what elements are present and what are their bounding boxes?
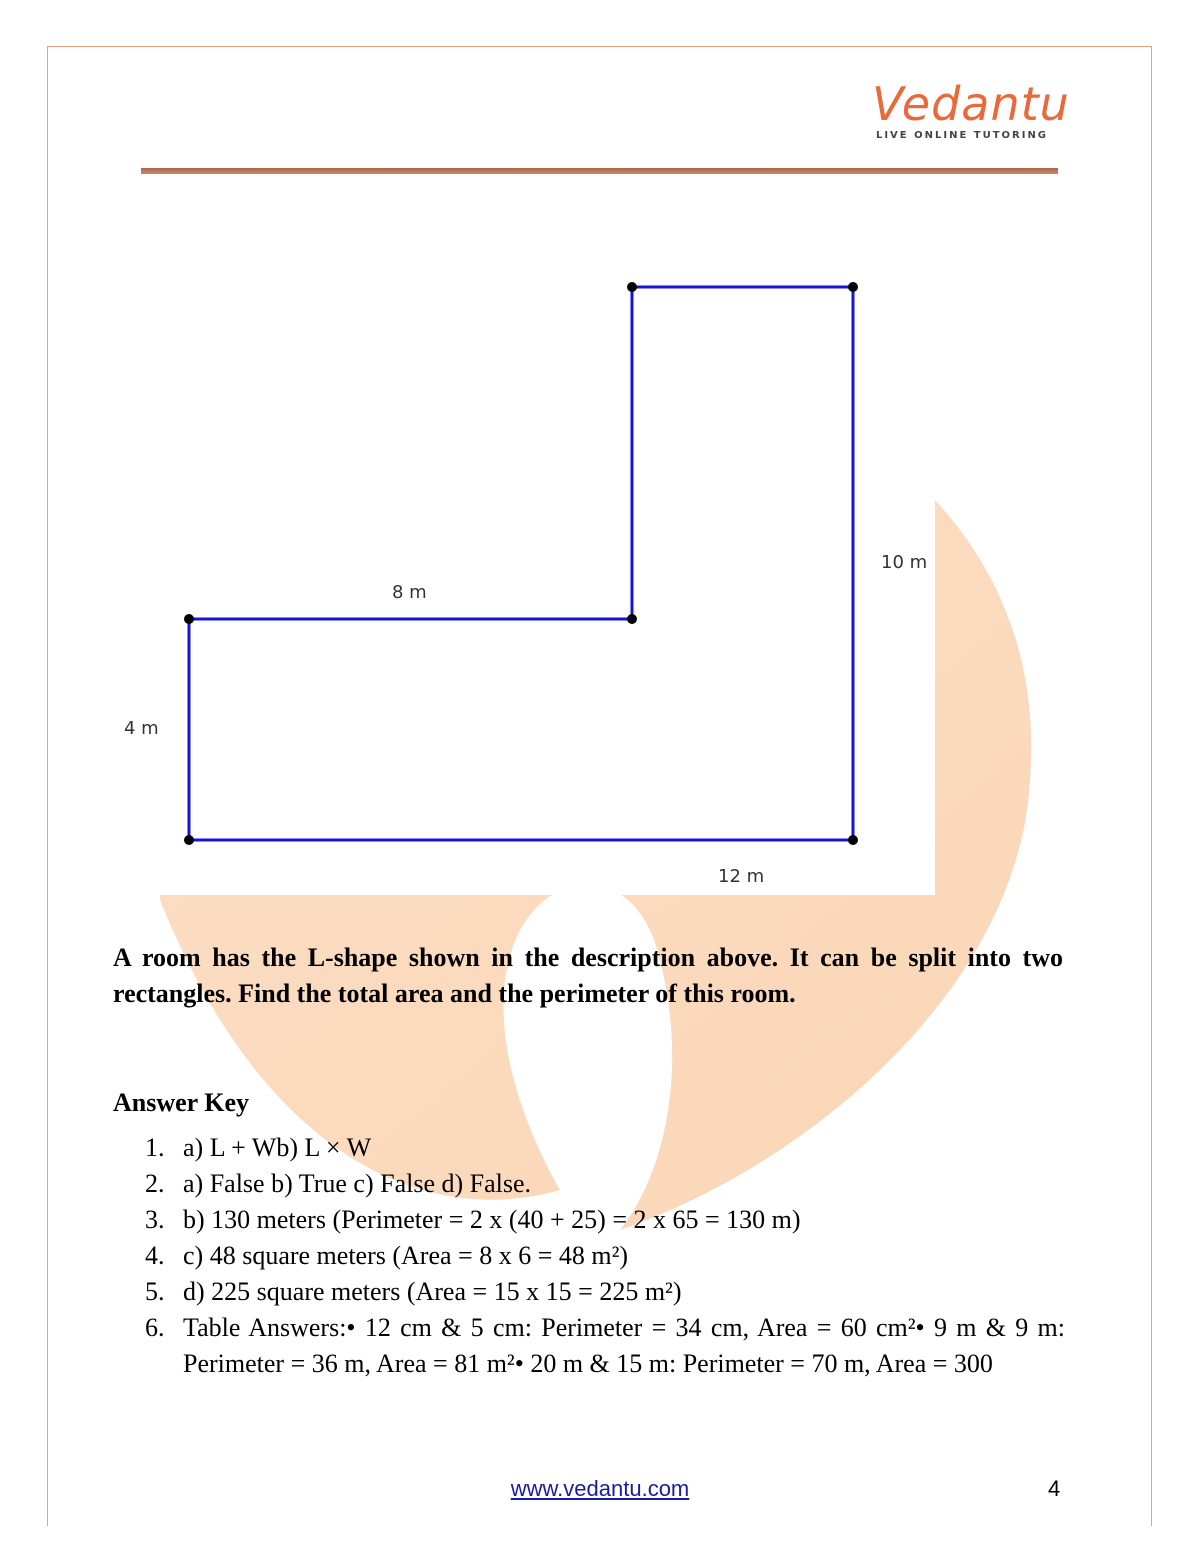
list-item (145, 1238, 1065, 1274)
list-item (145, 1166, 1065, 1202)
vertex-point (184, 614, 194, 624)
item-number: 4. (145, 1241, 165, 1270)
vertex-point (627, 614, 637, 624)
vertex-point (627, 282, 637, 292)
item-text: a) L + Wb) L × W (183, 1133, 372, 1162)
logo-wordmark: Vedantu (872, 77, 1070, 131)
website-link[interactable]: www.vedantu.com (510, 1476, 690, 1501)
figure-background (110, 260, 935, 895)
question-text: A room has the L-shape shown in the description above. It can be split into two rectangles. Find the total area and the perimeter of this room. (113, 943, 1063, 1008)
list-item (145, 1202, 1065, 1238)
item-text: b) 130 meters (Perimeter = 2 x (40 + 25) = 2 x 65 = 130 m) (183, 1205, 801, 1234)
vertex-point (848, 835, 858, 845)
vedantu-logo (872, 77, 1070, 141)
vertex-point (848, 282, 858, 292)
answer-key-title: Answer Key (113, 1088, 250, 1117)
l-shape-figure (110, 260, 940, 900)
item-text: c) 48 square meters (Area = 8 x 6 = 48 m²) (183, 1241, 629, 1270)
header-divider (141, 168, 1058, 174)
item-number: 5. (145, 1277, 165, 1306)
label-12m: 12 m (718, 866, 765, 887)
item-number: 1. (145, 1133, 165, 1162)
label-8m: 8 m (392, 582, 427, 603)
label-10m: 10 m (881, 552, 928, 573)
item-number: 6. (145, 1313, 165, 1342)
label-4m: 4 m (124, 718, 159, 739)
page-number: 4 (1048, 1476, 1061, 1501)
item-number: 2. (145, 1169, 165, 1198)
logo-tagline: LIVE ONLINE TUTORING (875, 130, 1049, 141)
answer-list (145, 1130, 1065, 1382)
list-item (145, 1274, 1065, 1310)
vertex-point (184, 835, 194, 845)
list-item (145, 1130, 1065, 1166)
item-text: Table Answers:• 12 cm & 5 cm: Perimeter = 34 cm, Area = 60 cm²• 9 m & 9 m: Perimeter = 36 m, Area = 81 m²• 20 m & 15 m: Perimeter = 70 m, Area = 300 (183, 1313, 1065, 1378)
item-number: 3. (145, 1205, 165, 1234)
item-text: a) False b) True c) False d) False. (183, 1169, 532, 1198)
list-item (145, 1310, 1065, 1382)
item-text: d) 225 square meters (Area = 15 x 15 = 225 m²) (183, 1277, 682, 1306)
